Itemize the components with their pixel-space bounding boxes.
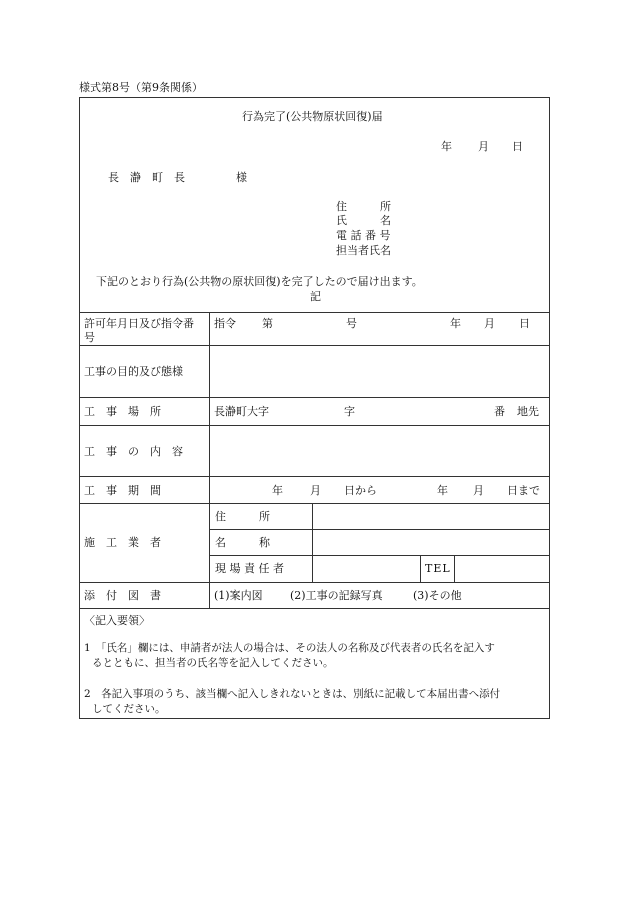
column-divider [312,503,313,582]
row-divider [79,582,550,583]
applicant-phone-label: 電 話 番 号 [336,229,391,242]
purpose-label: 工事の目的及び態様 [84,365,183,378]
permit-label-line2: 号 [84,331,95,344]
column-divider [209,312,210,608]
period-month1[interactable]: 月 [310,484,321,497]
period-from[interactable]: 日から [344,484,377,497]
row-divider [79,476,550,477]
contractor-name-field[interactable] [314,532,548,553]
row-divider [79,312,550,313]
contractor-tel-label: TEL [425,562,451,575]
contractor-label: 施 工 業 者 [84,536,161,549]
period-year2[interactable]: 年 [437,484,448,497]
location-chisaki[interactable]: 地先 [517,405,539,418]
note-1-line2: るとともに、担当者の氏名等を記入してください。 [92,657,334,669]
attachment-other: (3)その他 [413,589,462,602]
form-title: 行為完了(公共物原状回復)届 [242,110,383,123]
permit-go[interactable]: 号 [346,317,357,330]
row-divider [209,529,550,530]
addressee-honorific: 様 [236,171,247,184]
addressee: 長 瀞 町 長 [108,171,185,184]
location-aza[interactable]: 字 [344,405,355,418]
ki-label: 記 [310,290,321,303]
period-until[interactable]: 日まで [507,484,540,497]
permit-year[interactable]: 年 [450,317,461,330]
contractor-address-field[interactable] [314,506,548,527]
permit-shirei[interactable]: 指令 [214,317,236,330]
content-label: 工 事 の 内 容 [84,445,183,458]
applicant-name-label: 氏 名 [336,214,391,227]
permit-dai[interactable]: 第 [262,317,273,330]
date-month[interactable]: 月 [478,140,489,153]
applicant-contact-label: 担当者氏名 [336,244,391,257]
location-label: 工 事 場 所 [84,405,161,418]
row-divider [209,555,550,556]
column-divider [420,555,421,582]
attachment-photos: (2)工事の記録写真 [290,589,383,602]
notes-heading: 〈記入要領〉 [84,614,150,627]
row-divider [79,425,550,426]
date-year[interactable]: 年 [441,140,452,153]
row-divider [79,397,550,398]
contractor-manager-label: 現 場 責 任 者 [215,562,284,575]
column-divider [454,555,455,582]
note-2-line1: 2 各記入事項のうち、該当欄へ記入しきれないときは、別紙に記載して本届出書へ添付 [84,688,501,700]
location-town[interactable]: 長瀞町大字 [214,405,269,418]
permit-day[interactable]: 日 [519,317,530,330]
note-2-line2: してください。 [92,703,166,715]
contractor-name-label: 名 称 [215,536,270,549]
statement: 下記のとおり行為(公共物の原状回復)を完了したので届け出ます。 [96,275,423,288]
attachment-map: (1)案内図 [214,589,263,602]
row-divider [79,503,550,504]
contractor-address-label: 住 所 [215,510,270,523]
attachments-label: 添 付 図 書 [84,589,161,602]
applicant-address-label: 住 所 [336,200,391,213]
permit-month[interactable]: 月 [484,317,495,330]
contractor-tel-field[interactable] [456,558,548,580]
row-divider [79,345,550,346]
row-divider [79,608,550,609]
contractor-manager-field[interactable] [314,558,418,580]
period-month2[interactable]: 月 [473,484,484,497]
permit-label-line1: 許可年月日及び指令番 [84,317,194,330]
period-year1[interactable]: 年 [272,484,283,497]
period-label: 工 事 期 間 [84,484,161,497]
form-number: 様式第8号（第9条関係） [79,81,203,94]
date-day[interactable]: 日 [512,140,523,153]
location-ban[interactable]: 番 [494,405,505,418]
note-1-line1: 1 「氏名」欄には、申請者が法人の場合は、その法人の名称及び代表者の氏名を記入す [84,642,495,654]
